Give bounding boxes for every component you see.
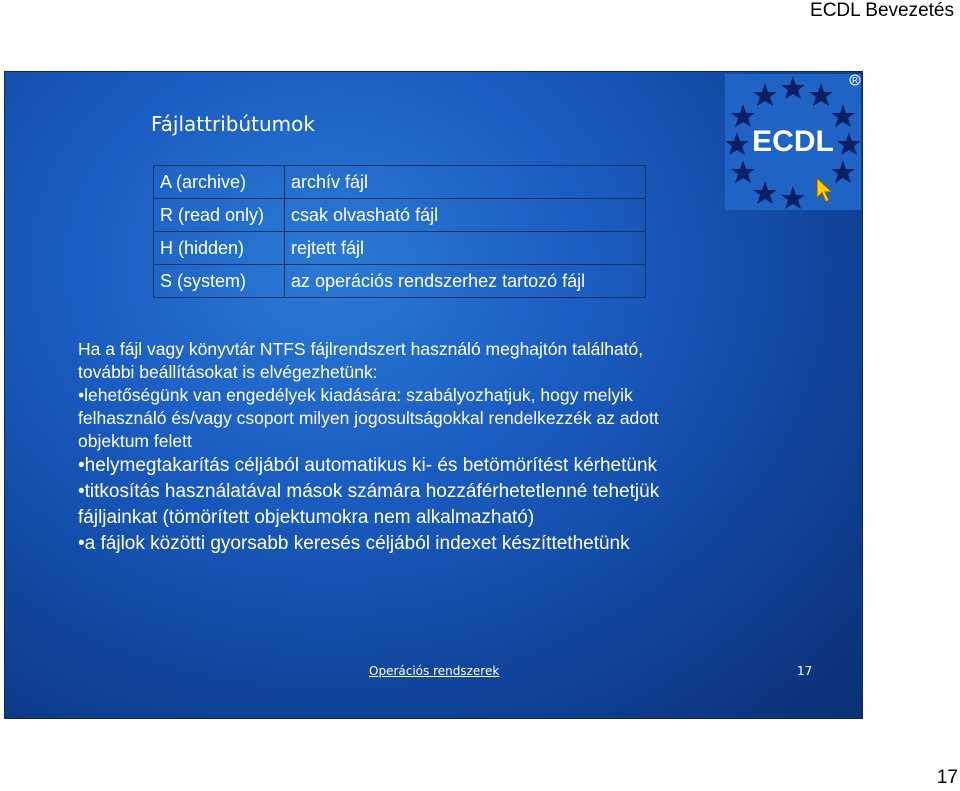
page-number: 17 [936,767,958,788]
body-line: további beállításokat is elvégezhetünk: [78,362,378,382]
body-line: •helymegtakarítás céljából automatikus ki- és betömörítést kérhetünk [78,455,658,476]
body-line: •lehetőségünk van engedélyek kiadására: szabályozhatjuk, hogy melyik [78,385,633,405]
attr-desc: archív fájl [285,166,646,199]
registered-mark: R [852,76,858,85]
slide-number: 17 [797,664,813,678]
body-line: •a fájlok közötti gyorsabb keresés céljából indexet készíttethetünk [78,533,630,554]
body-line: •titkosítás használatával mások számára hozzáférhetetlenné tehetjük [78,481,660,502]
ecdl-logo-icon [725,74,861,210]
attr-desc: rejtett fájl [285,232,646,265]
attr-name: A (archive) [154,166,285,199]
body-line: Ha a fájl vagy könyvtár NTFS fájlrendszert használó meghajtón található, [78,339,644,359]
table-row [154,265,646,298]
attr-desc: az operációs rendszerhez tartozó fájl [285,265,646,298]
attr-name: S (system) [154,265,285,298]
logo-text: ECDL [752,125,834,158]
body-line: felhasználó és/vagy csoport milyen jogosultságokkal rendelkezzék az adott [78,408,659,428]
table-row [154,199,646,232]
slide-title: Fájlattribútumok [151,112,315,136]
page-header: ECDL Bevezetés [810,0,954,21]
attr-name: R (read only) [154,199,285,232]
slide-footer: Operációs rendszerek [369,664,500,678]
body-line: fájljainkat (tömörített objektumokra nem alkalmazható) [78,507,535,528]
attributes-table [153,165,646,298]
slide-body [78,338,838,557]
slide [4,71,863,719]
table-row [154,166,646,199]
attr-desc: csak olvasható fájl [285,199,646,232]
attr-name: H (hidden) [154,232,285,265]
body-line: objektum felett [78,431,192,451]
table-row [154,232,646,265]
